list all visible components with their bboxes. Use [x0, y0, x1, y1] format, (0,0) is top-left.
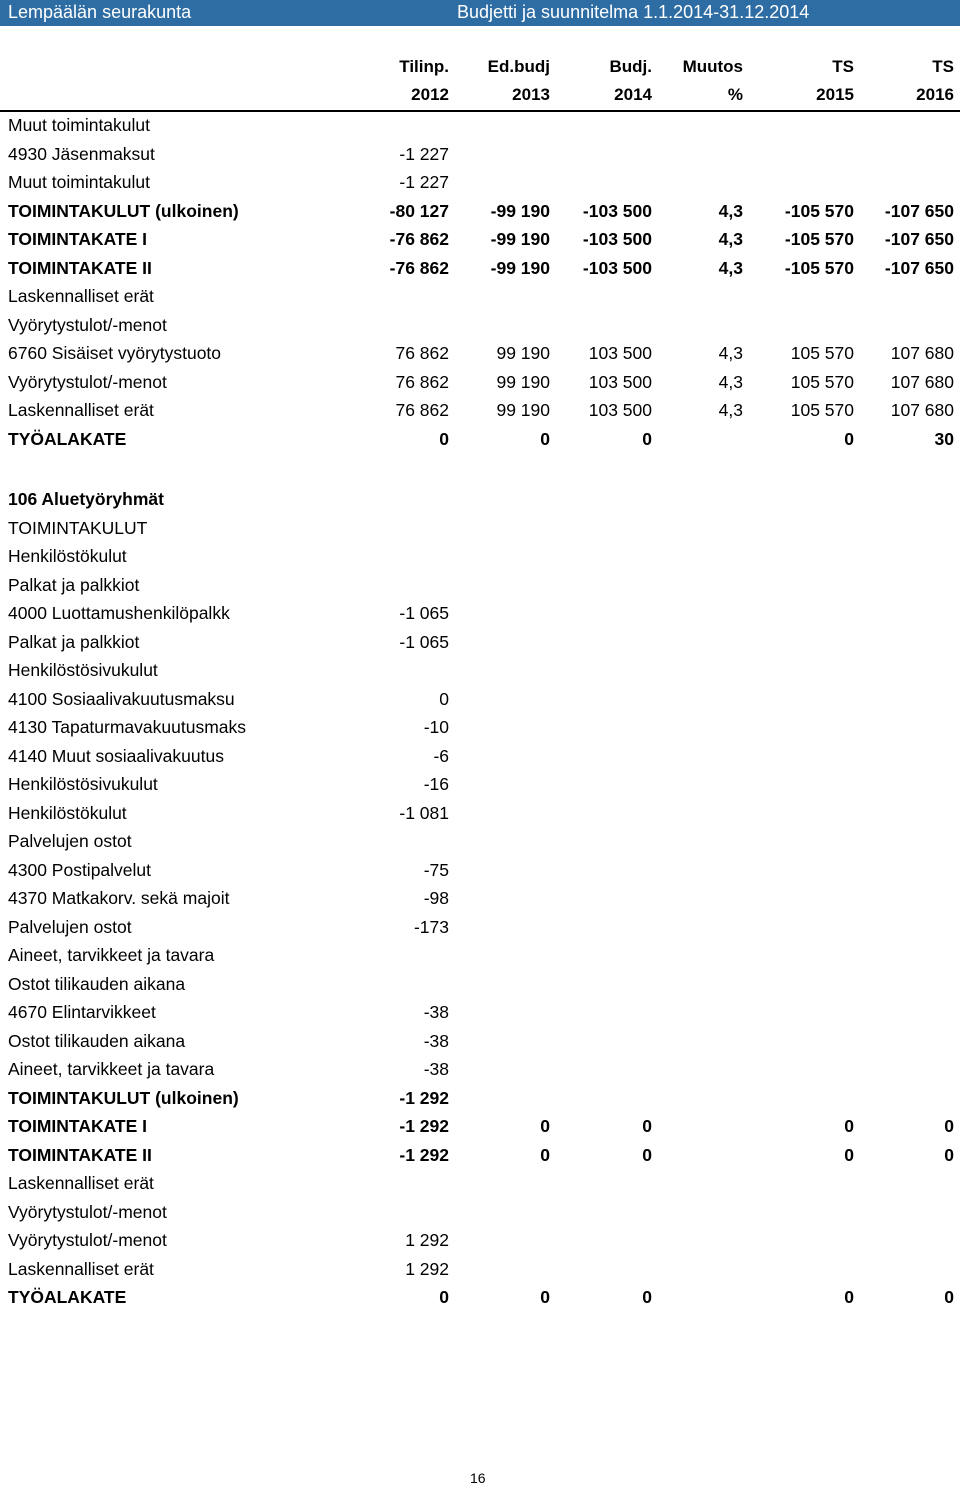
cell-value: 4,3: [718, 400, 743, 420]
organization-name: Lempäälän seurakunta: [8, 2, 192, 22]
cell-value: 103 500: [588, 343, 652, 363]
cell-value: 4,3: [718, 200, 743, 221]
cell-value: 99 190: [496, 371, 550, 392]
table-row: [0, 742, 960, 771]
table-row: [0, 282, 960, 311]
row-label: Ostot tilikauden aikana: [8, 973, 186, 994]
column-header-line2: %: [727, 85, 743, 104]
cell-value: 0: [540, 428, 550, 449]
table-row: [0, 1255, 960, 1284]
cell-value: -38: [423, 1030, 449, 1051]
cell-value: -105 570: [784, 200, 854, 221]
column-header-line1: Ed.budj: [487, 57, 550, 76]
row-label: 4370 Matkakorv. sekä majoit: [8, 888, 230, 908]
row-label: Henkilöstösivukulut: [8, 774, 158, 794]
cell-value: -1 227: [399, 143, 449, 164]
table-row: [0, 485, 960, 514]
table-row: [0, 913, 960, 942]
row-label: 4130 Tapaturmavakuutusmaks: [8, 717, 247, 737]
cell-value: 103 500: [588, 400, 652, 420]
cell-value: 0: [642, 428, 652, 449]
cell-value: 1 292: [405, 1230, 449, 1250]
cell-value: 0: [944, 1116, 954, 1136]
table-row: [0, 599, 960, 628]
cell-value: 0: [944, 1287, 954, 1307]
row-label: 4140 Muut sosiaalivakuutus: [8, 745, 224, 766]
row-label: 6760 Sisäiset vyörytystuoto: [8, 343, 222, 363]
row-label: Palvelujen ostot: [8, 916, 132, 937]
cell-value: -1 081: [399, 802, 449, 823]
cell-value: -76 862: [389, 257, 449, 278]
cell-value: 0: [844, 1144, 854, 1165]
table-row: [0, 368, 960, 397]
cell-value: -80 127: [389, 200, 449, 221]
column-header-line2: 2016: [916, 85, 954, 104]
cell-value: -16: [423, 774, 449, 794]
table-row: [0, 1141, 960, 1170]
table-row: [0, 884, 960, 913]
cell-value: -10: [423, 717, 449, 737]
cell-value: -103 500: [582, 257, 652, 278]
cell-value: -1 292: [399, 1087, 449, 1108]
cell-value: 76 862: [395, 400, 449, 420]
row-label: Laskennalliset erät: [8, 400, 154, 420]
cell-value: 76 862: [395, 343, 449, 363]
cell-value: -105 570: [784, 257, 854, 278]
cell-value: -1 065: [399, 603, 449, 623]
budget-table-section-2-aluetyoryhmat: [0, 485, 960, 1312]
cell-value: -76 862: [389, 229, 449, 249]
row-label: Aineet, tarvikkeet ja tavara: [8, 945, 215, 965]
table-row: [0, 542, 960, 571]
table-row: [0, 685, 960, 714]
budget-table-section-1: [0, 111, 960, 453]
cell-value: 0: [540, 1287, 550, 1307]
table-row: [0, 339, 960, 368]
cell-value: 103 500: [588, 371, 652, 392]
column-header-line1: Tilinp.: [399, 57, 449, 76]
cell-value: 1 292: [405, 1258, 449, 1279]
table-row: [0, 111, 960, 140]
cell-value: -99 190: [490, 257, 550, 278]
row-label: 106 Aluetyöryhmät: [8, 489, 164, 509]
cell-value: -107 650: [884, 257, 954, 278]
row-label: Palkat ja palkkiot: [8, 631, 140, 652]
table-row: [0, 571, 960, 600]
cell-value: -173: [413, 916, 449, 937]
table-row: [0, 1084, 960, 1113]
cell-value: 0: [944, 1144, 954, 1165]
page-number: 16: [470, 1470, 486, 1486]
row-label: Aineet, tarvikkeet ja tavara: [8, 1059, 215, 1079]
row-label: TOIMINTAKULUT (ulkoinen): [8, 200, 239, 221]
cell-value: -1 065: [399, 631, 449, 652]
row-label: TYÖALAKATE: [8, 428, 127, 449]
row-label: TOIMINTAKULUT (ulkoinen): [8, 1087, 239, 1108]
cell-value: 0: [642, 1287, 652, 1307]
row-label: Muut toimintakulut: [8, 172, 151, 192]
table-row: [0, 1027, 960, 1056]
document-title: Budjetti ja suunnitelma 1.1.2014-31.12.2014: [457, 2, 810, 22]
cell-value: -99 190: [490, 229, 550, 249]
row-label: TOIMINTAKATE II: [8, 257, 152, 278]
row-label: 4930 Jäsenmaksut: [8, 143, 155, 164]
table-row: [0, 941, 960, 970]
cell-value: -75: [423, 859, 449, 880]
table-row: [0, 1055, 960, 1084]
column-header-line2: 2014: [614, 85, 652, 104]
cell-value: 30: [934, 428, 954, 449]
table-row: [0, 770, 960, 799]
cell-value: 0: [540, 1116, 550, 1136]
cell-value: 4,3: [718, 257, 743, 278]
column-header-line1: TS: [932, 57, 954, 76]
row-label: Vyörytystulot/-menot: [8, 371, 167, 392]
row-label: Ostot tilikauden aikana: [8, 1030, 186, 1051]
column-header-line2: 2015: [816, 85, 854, 104]
cell-value: -103 500: [582, 229, 652, 249]
table-row: [0, 514, 960, 543]
row-label: 4300 Postipalvelut: [8, 859, 152, 880]
row-label: TOIMINTAKATE I: [8, 1116, 148, 1136]
cell-value: 0: [642, 1144, 652, 1165]
cell-value: 4,3: [718, 343, 743, 363]
table-row: [0, 1198, 960, 1227]
row-label: TOIMINTAKULUT: [8, 517, 148, 538]
column-header-line2: 2012: [411, 85, 449, 104]
row-label: Vyörytystulot/-menot: [8, 1201, 167, 1222]
row-label: 4100 Sosiaalivakuutusmaksu: [8, 688, 235, 709]
row-label: TYÖALAKATE: [8, 1287, 127, 1307]
table-row: [0, 799, 960, 828]
table-row: [0, 396, 960, 425]
table-row: [0, 628, 960, 657]
table-row: [0, 827, 960, 856]
cell-value: 0: [439, 1287, 449, 1307]
table-row: [0, 197, 960, 226]
row-label: Palvelujen ostot: [8, 831, 132, 851]
cell-value: 76 862: [395, 371, 449, 392]
cell-value: 0: [844, 1287, 854, 1307]
column-header-line2: 2013: [512, 85, 550, 104]
cell-value: -38: [423, 1002, 449, 1022]
cell-value: 0: [844, 1116, 854, 1136]
table-row: [0, 998, 960, 1027]
cell-value: -103 500: [582, 200, 652, 221]
cell-value: 107 680: [890, 400, 954, 420]
table-row: [0, 311, 960, 340]
table-row: [0, 168, 960, 197]
column-header-ts-2016: [0, 57, 954, 109]
row-label: TOIMINTAKATE I: [8, 229, 148, 249]
row-label: 4670 Elintarvikkeet: [8, 1002, 156, 1022]
row-label: Henkilöstösivukulut: [8, 660, 158, 680]
cell-value: 4,3: [718, 229, 743, 249]
table-row: [0, 656, 960, 685]
table-row: [0, 1283, 960, 1312]
cell-value: -99 190: [490, 200, 550, 221]
row-label: TOIMINTAKATE II: [8, 1144, 152, 1165]
cell-value: 105 570: [790, 371, 854, 392]
table-row: [0, 970, 960, 999]
cell-value: -6: [433, 745, 449, 766]
table-row: [0, 1169, 960, 1198]
cell-value: 107 680: [890, 343, 954, 363]
cell-value: -1 227: [399, 172, 449, 192]
row-label: Henkilöstökulut: [8, 802, 127, 823]
cell-value: 99 190: [496, 400, 550, 420]
table-row: [0, 225, 960, 254]
row-label: 4000 Luottamushenkilöpalkk: [8, 603, 230, 623]
cell-value: -107 650: [884, 229, 954, 249]
cell-value: -1 292: [399, 1116, 449, 1136]
cell-value: -98: [423, 888, 449, 908]
cell-value: 105 570: [790, 343, 854, 363]
row-label: Henkilöstökulut: [8, 546, 127, 566]
row-label: Laskennalliset erät: [8, 1173, 154, 1193]
cell-value: -38: [423, 1059, 449, 1079]
table-row: [0, 1112, 960, 1141]
table-row: [0, 713, 960, 742]
cell-value: 107 680: [890, 371, 954, 392]
cell-value: 0: [642, 1116, 652, 1136]
column-header-line1: TS: [832, 57, 854, 76]
cell-value: 0: [439, 428, 449, 449]
table-row: [0, 425, 960, 454]
column-header-line1: Muutos: [682, 57, 743, 76]
cell-value: 0: [540, 1144, 550, 1165]
cell-value: 4,3: [718, 371, 743, 392]
row-label: Muut toimintakulut: [8, 115, 151, 135]
cell-value: -107 650: [884, 200, 954, 221]
table-row: [0, 856, 960, 885]
cell-value: -105 570: [784, 229, 854, 249]
row-label: Vyörytystulot/-menot: [8, 1230, 167, 1250]
cell-value: 99 190: [496, 343, 550, 363]
cell-value: 0: [844, 428, 854, 449]
page-header-bar: [0, 0, 960, 26]
table-row: [0, 254, 960, 283]
row-label: Palkat ja palkkiot: [8, 574, 140, 595]
row-label: Laskennalliset erät: [8, 286, 154, 306]
column-header-line1: Budj.: [609, 57, 652, 76]
row-label: Laskennalliset erät: [8, 1258, 154, 1279]
cell-value: 105 570: [790, 400, 854, 420]
cell-value: -1 292: [399, 1144, 449, 1165]
cell-value: 0: [439, 688, 449, 709]
table-row: [0, 1226, 960, 1255]
row-label: Vyörytystulot/-menot: [8, 314, 167, 335]
table-row: [0, 140, 960, 169]
